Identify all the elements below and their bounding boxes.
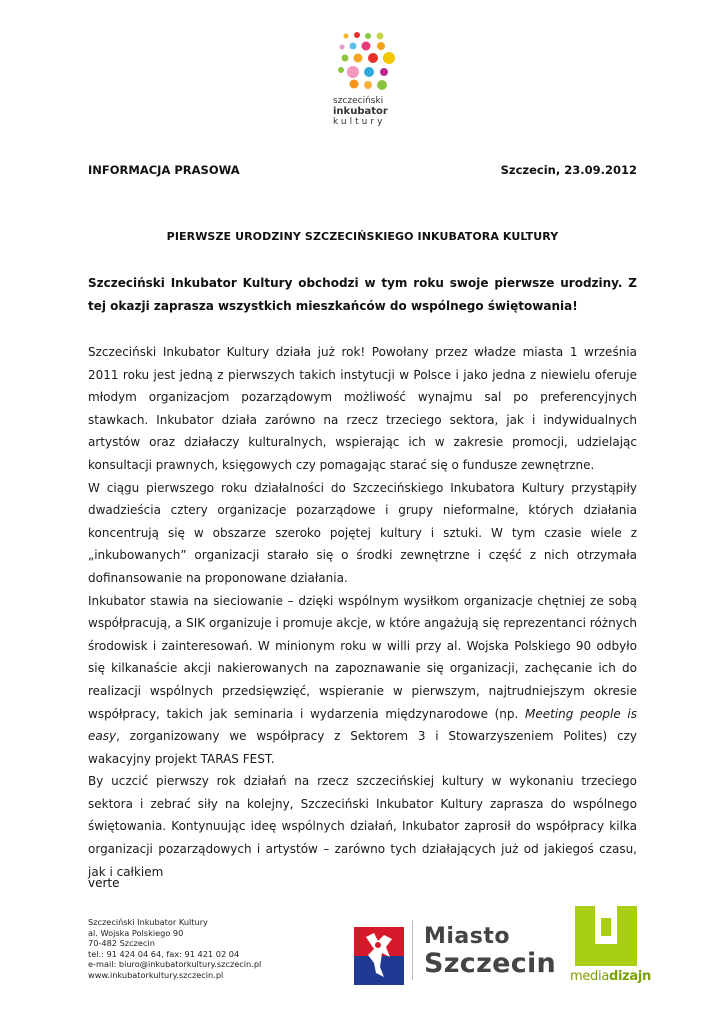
logo-dot <box>364 81 372 89</box>
logo-dot <box>377 33 384 40</box>
mediadizajn-logo-text <box>570 969 651 984</box>
address-website: www.inkubatorkultury.szczecin.pl <box>88 969 224 980</box>
logo-dots-graphic <box>333 30 403 94</box>
miasto-szczecin-logo <box>424 926 556 977</box>
logo-dot <box>377 80 387 90</box>
paragraph-3-part-a: Inkubator stawia na sieciowanie – dzięki wspólnym wysiłkom organizacje chętniej ze sobą współpracują, a SIK organizuje i promuje akcje, w które angażują się reprezentanci różnych środowisk i zainteresowań. W minionym roku w willi przy al. Wojska Polskiego 90 odbyło się kilkanaście akcji nakierowanych na zapoznawanie się organizacji, zachęcanie ich do realizacji wspólnych przedsięwzięć, wspieranie w pierwszym, najtrudniejszym okresie współpracy, takich jak seminaria i wydarzenia międzynarodowe (np. <box>88 593 637 721</box>
paragraph-2: W ciągu pierwszego roku działalności do Szczecińskiego Inkubatora Kultury przystąpiły dwadzieścia cztery organizacje pozarządowe i grupy nieformalne, których działania koncentrują się w obszarze szeroko pojętej kultury i sztuki. W tym czasie wiele z „inkubowanych” organizacji starało się o środki zewnętrzne i część z nich otrzymała dofinansowanie na proponowane działania. <box>88 480 637 585</box>
paragraph-1: Szczeciński Inkubator Kultury działa już rok! Powołany przez władze miasta 1 września 2011 roku jest jedną z pierwszych takich instytucji w Polsce i jako jedna z niewielu oferuje młodym organizacjom pozarządowym możliwość wynajmu sal po preferencyjnych stawkach. Inkubator działa zarówno na rzecz trzeciego sektora, jak i indywidualnych artystów oraz działaczy kulturalnych, wspierając ich w zakresie promocji, udzielając konsultacji prawnych, księgowych czy pomagając starać się o fundusze zewnętrzne. <box>88 345 637 472</box>
address-phone: tel.: 91 424 04 64, fax: 91 421 02 04 <box>88 948 240 959</box>
logo-dot <box>354 32 360 38</box>
logo-dot <box>350 43 357 50</box>
logo-dot <box>364 67 374 77</box>
logo-dot <box>377 42 385 50</box>
logo-dot <box>350 80 359 89</box>
logo-dot <box>362 42 371 51</box>
mediadizajn-logo-icon <box>575 906 637 966</box>
paragraph-3 <box>88 590 637 771</box>
logo-dot <box>383 52 395 64</box>
sik-logo <box>333 30 403 130</box>
logo-dot <box>338 67 344 73</box>
logo-dot <box>380 68 388 76</box>
footer-address <box>88 917 261 981</box>
miasto-word: Miasto <box>424 924 511 949</box>
paragraph-3-part-b: , zorganizowany we współpracy z Sektorem 3 i Stowarzyszeniem Polites) czy wakacyjny projekt TARAS FEST. <box>88 729 637 766</box>
address-email: e-mail: biuro@inkubatorkultury.szczecin.pl <box>88 959 262 970</box>
body-text <box>88 341 637 883</box>
logo-dot <box>368 53 378 63</box>
mediadizajn-part-b: dizajn <box>609 969 652 984</box>
logo-text-line2: inkubator <box>333 106 388 117</box>
place-date: Szczecin, 23.09.2012 <box>500 163 637 177</box>
verte-note: verte <box>88 876 120 890</box>
szczecin-crest-icon <box>354 927 404 985</box>
paragraph-3-italic-title: Meeting people is easy <box>88 706 637 744</box>
press-release-label: INFORMACJA PRASOWA <box>88 163 240 177</box>
logo-dot <box>342 55 349 62</box>
logo-dot <box>365 33 371 39</box>
document-title: PIERWSZE URODZINY SZCZECIŃSKIEGO INKUBATORA KULTURY <box>166 230 559 243</box>
logo-text-line3: kultury <box>333 117 386 127</box>
mediadizajn-part-a: media <box>570 969 609 984</box>
address-line: al. Wojska Polskiego 90 <box>88 927 184 938</box>
logo-dot <box>347 66 359 78</box>
logo-dot <box>344 34 349 39</box>
address-line: 70-482 Szczecin <box>88 938 155 949</box>
logo-dot <box>354 54 363 63</box>
logo-dot <box>340 45 345 50</box>
logo-text-line1: szczeciński <box>333 96 384 106</box>
address-line: Szczeciński Inkubator Kultury <box>88 917 208 927</box>
footer-divider <box>412 920 413 980</box>
paragraph-4: By uczcić pierwszy rok działań na rzecz szczecińskiej kultury w wykonaniu trzeciego sektora i zebrać siły na kolejny, Szczeciński Inkubator Kultury zaprasza do wspólnego świętowania. Kontynuując ideę wspólnych działań, Inkubator zaprosił do współpracy kilka organizacji pozarządowych i artystów – zarówno tych działających już od jakiegoś czasu, jak i całkiem <box>88 774 637 879</box>
szczecin-word: Szczecin <box>424 948 557 979</box>
lead-paragraph: Szczeciński Inkubator Kultury obchodzi w tym roku swoje pierwsze urodziny. Z tej okazji zaprasza wszystkich mieszkańców do wspólnego świętowania! <box>88 276 637 313</box>
